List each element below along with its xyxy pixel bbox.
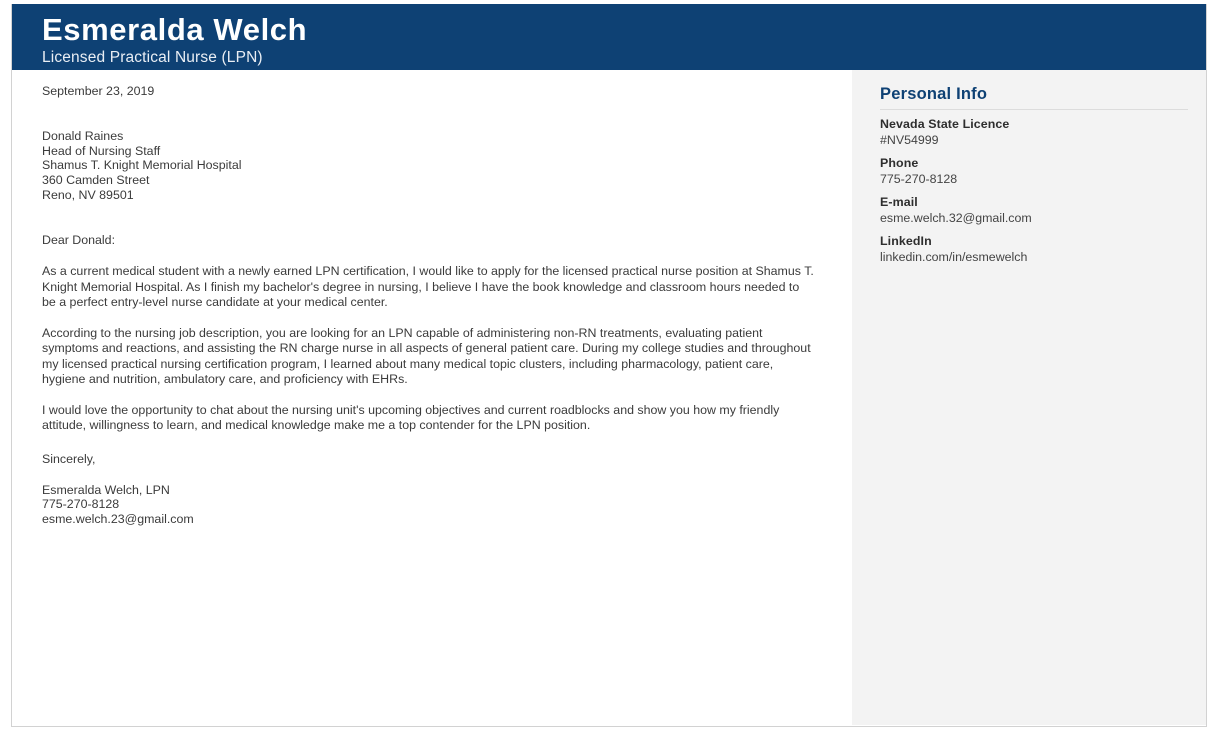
signature-phone: 775-270-8128 [42, 497, 120, 512]
letter-date: September 23, 2019 [42, 84, 155, 98]
letter-paragraph: I would love the opportunity to chat about the nursing unit's upcoming objectives and current roadblocks and show you how my friendly attitude, willingness to learn, and medical knowledge make me a top contender for the LPN position. [42, 402, 780, 433]
info-item-linkedin [880, 234, 1188, 265]
recipient-address-block [42, 130, 832, 202]
letter-salutation: Dear Donald: [42, 233, 116, 248]
info-label: Nevada State Licence [880, 117, 1010, 131]
info-value: #NV54999 [880, 133, 939, 147]
page-columns [12, 70, 1206, 725]
sidebar-divider [880, 109, 1188, 110]
info-item-licence [880, 117, 1188, 148]
recipient-line: Donald Raines [42, 129, 124, 143]
recipient-line: Shamus T. Knight Memorial Hospital [42, 158, 242, 173]
info-value: esme.welch.32@gmail.com [880, 211, 1032, 225]
signature-block [42, 484, 832, 527]
info-item-phone [880, 156, 1188, 187]
signature-email: esme.welch.23@gmail.com [42, 511, 194, 526]
info-label: Phone [880, 156, 919, 170]
sidebar-heading: Personal Info [880, 85, 988, 103]
letter-paragraph: According to the nursing job description, you are looking for an LPN capable of administering non-RN treatments, evaluating patient symptoms and reactions, and assisting the RN charge nurse in all aspects of general patient care. During my college studies and throughout my licensed practical nursing certification program, I learned about many medical topic clusters, including pharmacology, patient care, hygiene and nutrition, ambulatory care, and proficiency with EHRs. [42, 325, 811, 387]
candidate-job-title: Licensed Practical Nurse (LPN) [42, 49, 263, 66]
letter-body-column [12, 70, 852, 725]
letter-paragraph: As a current medical student with a newly earned LPN certification, I would like to apply for the licensed practical nurse position at Shamus T. Knight Memorial Hospital. As I finish my bachelor's degree in nursing, I believe I have the book knowledge and classroom hours needed to be a perfect entry-level nurse candidate at your medical center. [42, 264, 814, 310]
letter-closing: Sincerely, [42, 451, 96, 466]
signature-name: Esmeralda Welch, LPN [42, 482, 170, 497]
info-item-email [880, 195, 1188, 226]
info-value: 775-270-8128 [880, 172, 958, 186]
personal-info-sidebar [852, 70, 1206, 725]
document-page [11, 4, 1207, 727]
info-label: E-mail [880, 195, 918, 209]
recipient-line: Reno, NV 89501 [42, 187, 134, 202]
recipient-line: Head of Nursing Staff [42, 143, 161, 158]
letter-header [11, 4, 1207, 70]
recipient-line: 360 Camden Street [42, 173, 150, 188]
info-label: LinkedIn [880, 234, 932, 248]
info-value: linkedin.com/in/esmewelch [880, 250, 1028, 264]
candidate-name: Esmeralda Welch [42, 12, 308, 47]
